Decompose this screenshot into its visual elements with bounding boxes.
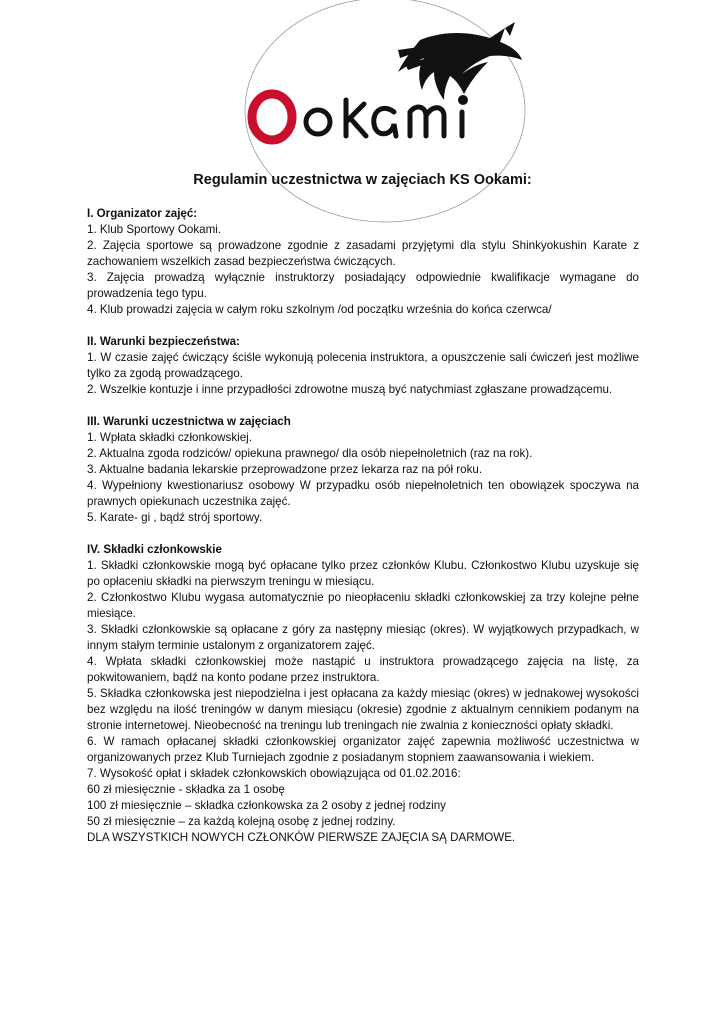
- section-heading: III. Warunki uczestnictwa w zajęciach: [87, 415, 291, 428]
- ookami-logo: [0, 0, 725, 240]
- list-item: 3. Składki członkowskie są opłacane z góry za następny miesiąc (okres). W wyjątkowych przypadkach, w innym stałym terminie ustalonym z organizatorem zajęć.: [87, 623, 639, 652]
- document-body: [87, 206, 639, 862]
- list-item: 5. Składka członkowska jest niepodzielna i jest opłacana za każdy miesiąc (okres) w jednakowej wysokości bez względu na ilość treningów w danym miesiącu (okresie) zgodnie z aktualnym cennikiem podanym na stronie internetowej. Nieobecność na treningu lub treningach nie zwalnia z konieczności opłaty składki.: [87, 687, 639, 732]
- section-skladki: [87, 542, 639, 846]
- price-line: 50 zł miesięcznie – za każdą kolejną osobę z jednej rodziny.: [87, 815, 396, 828]
- section-bezpieczenstwo: [87, 334, 639, 398]
- list-item: 1. Wpłata składki członkowskiej.: [87, 431, 252, 444]
- section-uczestnictwo: [87, 414, 639, 526]
- section-organizator: [87, 206, 639, 318]
- list-item: 4. Wypełniony kwestionariusz osobowy W przypadku osób niepełnoletnich ten obowiązek spoczywa na prawnych opiekunach uczestnika zajęć.: [87, 479, 639, 508]
- list-item: 2. Członkostwo Klubu wygasa automatycznie po nieopłaceniu składki członkowskiej za trzy kolejne pełne miesiące.: [87, 591, 639, 620]
- logo-letter-o-icon: [252, 94, 292, 140]
- list-item: 2. Wszelkie kontuzje i inne przypadłości zdrowotne muszą być natychmiast zgłaszane prowadzącemu.: [87, 383, 613, 396]
- section-heading: IV. Składki członkowskie: [87, 543, 222, 556]
- logo-letters-okami: [306, 98, 466, 137]
- section-heading: I. Organizator zajęć:: [87, 207, 198, 220]
- list-item: 4. Klub prowadzi zajęcia w całym roku szkolnym /od początku września do końca czerwca/: [87, 303, 552, 316]
- list-item: 1. W czasie zajęć ćwiczący ściśle wykonują polecenia instruktora, a opuszczenie sali ćwiczeń jest możliwe tylko za zgodą prowadzącego.: [87, 351, 639, 380]
- list-item: 7. Wysokość opłat i składek członkowskich obowiązująca od 01.02.2016:: [87, 767, 461, 780]
- list-item: 3. Aktualne badania lekarskie przeprowadzone przez lekarza raz na pół roku.: [87, 463, 483, 476]
- price-line: 60 zł miesięcznie - składka za 1 osobę: [87, 783, 285, 796]
- list-item: 5. Karate- gi , bądź strój sportowy.: [87, 511, 263, 524]
- list-item: 3. Zajęcia prowadzą wyłącznie instruktorzy posiadający odpowiednie kwalifikacje wymagane do prowadzenia tego typu.: [87, 271, 639, 300]
- list-item: 4. Wpłata składki członkowskiej może nastąpić u instruktora prowadzącego zajęcia na listę, za pokwitowaniem, bądź na konto podane przez instruktora.: [87, 655, 639, 684]
- wolf-head-icon: [398, 22, 522, 100]
- free-first-class-notice: DLA WSZYSTKICH NOWYCH CZŁONKÓW PIERWSZE ZAJĘCIA SĄ DARMOWE.: [87, 831, 516, 844]
- list-item: 1. Składki członkowskie mogą być opłacane tylko przez członków Klubu. Członkostwo Klubu uzyskuje się po opłaceniu składki na pierwszym treningu w miesiącu.: [87, 559, 639, 588]
- list-item: 6. W ramach opłacanej składki członkowskiej organizator zajęć zapewnia możliwość uczestnictwa w organizowanych przez Klub Turniejach zgodnie z posiadanym stopniem zaawansowania i wiekiem.: [87, 735, 639, 764]
- list-item: 2. Aktualna zgoda rodziców/ opiekuna prawnego/ dla osób niepełnoletnich (raz na rok).: [87, 447, 533, 460]
- list-item: 1. Klub Sportowy Ookami.: [87, 223, 222, 236]
- price-line: 100 zł miesięcznie – składka członkowska za 2 osoby z jednej rodziny: [87, 799, 446, 812]
- section-heading: II. Warunki bezpieczeństwa:: [87, 335, 240, 348]
- list-item: 2. Zajęcia sportowe są prowadzone zgodnie z zasadami przyjętymi dla stylu Shinkyokushin Karate z zachowaniem wszelkich zasad bezpieczeństwa ćwiczących.: [87, 239, 639, 268]
- page-title: Regulamin uczestnictwa w zajęciach KS Ookami:: [193, 172, 532, 188]
